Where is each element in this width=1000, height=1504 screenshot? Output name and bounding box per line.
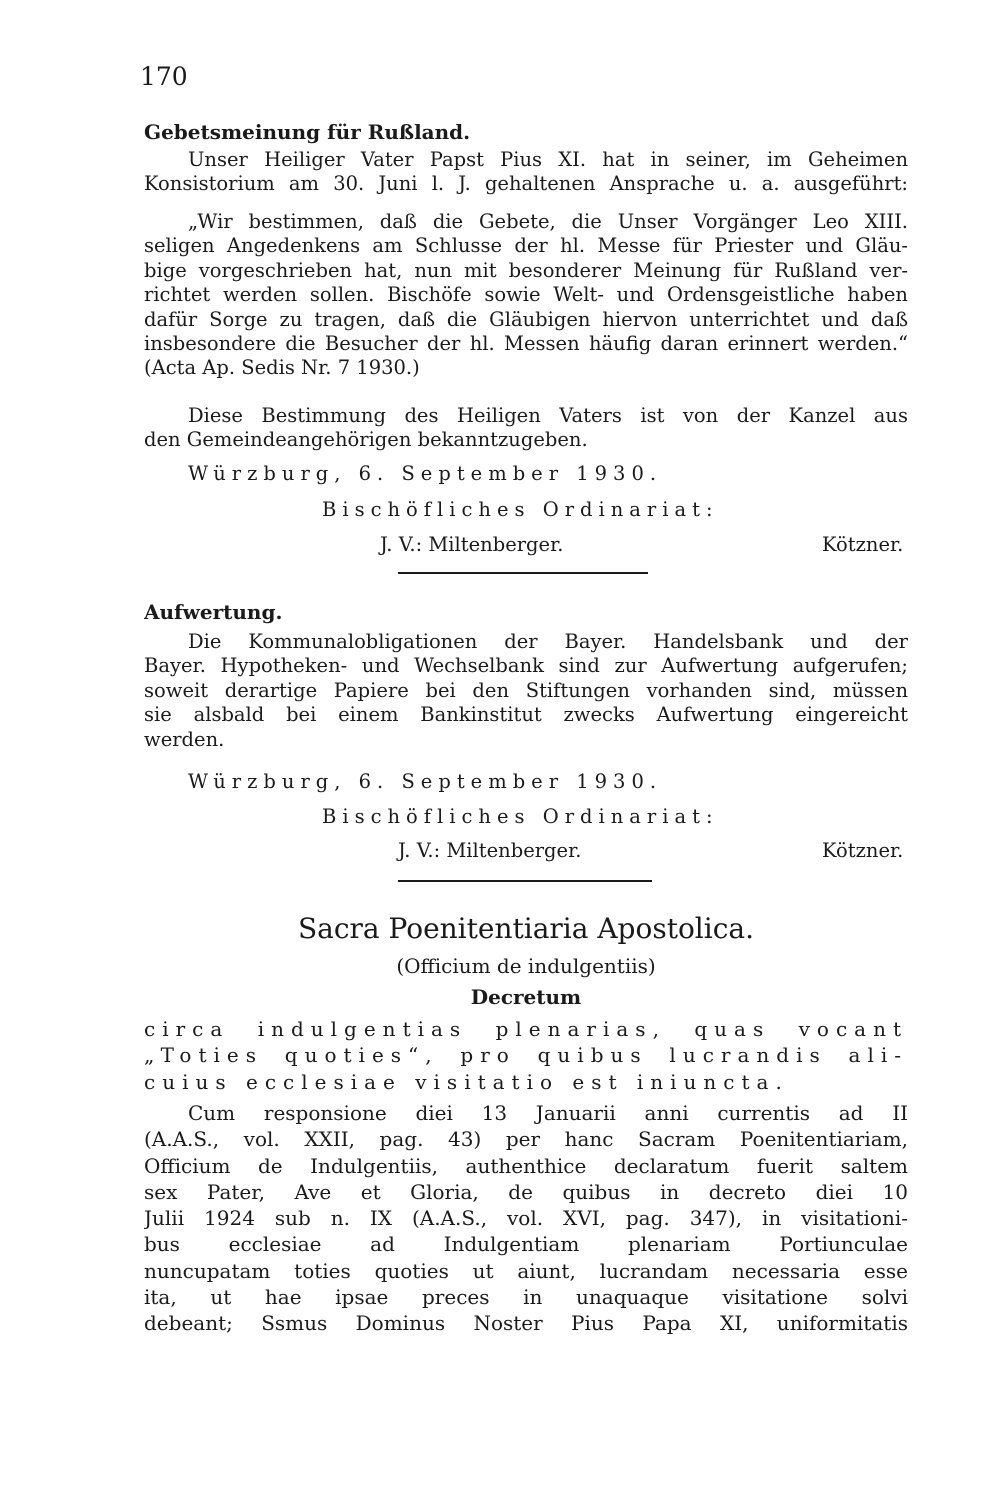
heading-gebetsmeinung: Gebetsmeinung für Rußland. <box>144 120 471 144</box>
text-line: Die Kommunalobligationen der Bayer. Handelsbank und der <box>188 630 908 653</box>
text-line: Unser Heiliger Vater Papst Pius XI. hat in seiner, im Geheimen <box>188 148 908 171</box>
text-line: soweit derartige Papiere bei den Stiftungen vorhanden sind, müssen <box>144 678 908 702</box>
text-line: Cum responsione diei 13 Januarii anni currentis ad II <box>188 1101 908 1125</box>
decree-intro <box>144 1016 908 1095</box>
para-kanzel <box>144 404 908 453</box>
text-line: insbesondere die Besucher der hl. Messen häufig daran erinnert werden.“ <box>144 332 908 356</box>
text-line: richtet werden sollen. Bischöfe sowie Welt- und Ordensgeistliche haben <box>144 283 908 307</box>
text-line: Officium de Indulgentiis, authenthice declaratum fuerit saltem <box>144 1153 908 1178</box>
text-line: bige vorgeschrieben hat, nun mit besonderer Meinung für Rußland ver- <box>144 258 908 282</box>
text-line: sex Pater, Ave et Gloria, de quibus in decreto diei 10 <box>144 1179 908 1204</box>
quote-block <box>144 210 908 381</box>
text-line: „Wir bestimmen, daß die Gebete, die Unser Vorgänger Leo XIII. <box>188 210 908 233</box>
text-line: Julii 1924 sub n. IX (A.A.S., vol. XVI, pag. 347), in visitationi- <box>144 1206 908 1231</box>
text-line: nuncupatam toties quoties ut aiunt, lucrandam necessaria esse <box>144 1258 908 1283</box>
text-line: circa indulgentias plenarias, quas vocant <box>144 1017 908 1041</box>
place-date: Würzburg, 6. September 1930. <box>188 462 663 485</box>
text-line: „Toties quoties“, pro quibus lucrandis ali- <box>144 1043 908 1068</box>
office-name: Bischöfliches Ordinariat: <box>322 805 719 828</box>
text-line: werden. <box>144 727 225 751</box>
office-name: Bischöfliches Ordinariat: <box>322 498 719 521</box>
page-number: 170 <box>140 62 188 91</box>
text-line: bus ecclesiae ad Indulgentiam plenariam Portiunculae <box>144 1232 908 1257</box>
divider <box>398 880 652 882</box>
signer-right: Kötzner. <box>822 839 904 862</box>
heading-aufwertung: Aufwertung. <box>144 600 283 624</box>
para-papst-ansprache <box>144 148 908 197</box>
text-line: Konsistorium am 30. Juni l. J. gehaltenen Ansprache u. a. ausgeführt: <box>144 172 908 196</box>
text-line: (A.A.S., vol. XXII, pag. 43) per hanc Sacram Poenitentiariam, <box>144 1127 908 1152</box>
place-date: Würzburg, 6. September 1930. <box>188 770 663 793</box>
citation: (Acta Ap. Sedis Nr. 7 1930.) <box>144 356 420 380</box>
text-line: seligen Angedenkens am Schlusse der hl. Messe für Priester und Gläu- <box>144 234 908 258</box>
text-line: Bayer. Hypotheken- und Wechselbank sind zur Aufwertung aufgerufen; <box>144 654 908 678</box>
text-line: Diese Bestimmung des Heiligen Vaters ist von der Kanzel aus <box>188 404 908 427</box>
para-aufwertung <box>144 630 908 752</box>
signer-left: J. V.: Miltenberger. <box>380 533 564 556</box>
signer-left: J. V.: Miltenberger. <box>398 839 582 862</box>
text-line: dafür Sorge zu tragen, daß die Gläubigen hiervon unterrichtet und daß <box>144 307 908 331</box>
text-line: ita, ut hae ipsae preces in unaquaque visitatione solvi <box>144 1285 908 1310</box>
text-line: cuius ecclesiae visitatio est iniuncta. <box>144 1069 789 1094</box>
divider <box>398 572 648 574</box>
text-line: debeant; Ssmus Dominus Noster Pius Papa XI, uniformitatis <box>144 1311 908 1336</box>
decree-subtitle: (Officium de indulgentiis) <box>396 954 656 978</box>
signer-right: Kötzner. <box>822 533 904 556</box>
text-line: sie alsbald bei einem Bankinstitut zwecks Aufwertung eingereicht <box>144 703 908 727</box>
text-line: den Gemeindeangehörigen bekanntzugeben. <box>144 428 588 452</box>
decree-body <box>144 1100 908 1337</box>
decree-title: Sacra Poenitentiaria Apostolica. <box>297 912 754 945</box>
decree-label: Decretum <box>470 985 582 1009</box>
